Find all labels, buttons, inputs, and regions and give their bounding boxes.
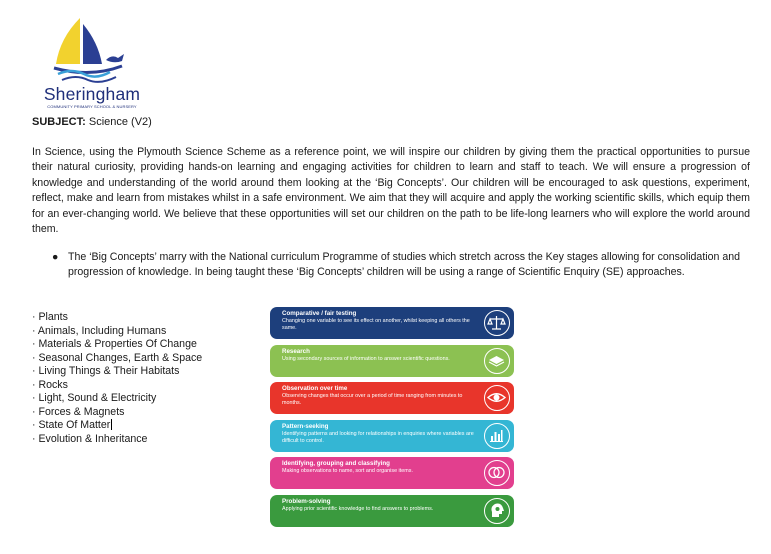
bar-chart-icon: [484, 423, 510, 449]
book-icon: [484, 348, 510, 374]
logo-school-name: Sheringham: [43, 84, 141, 104]
enquiry-desc: Applying prior scientific knowledge to find answers to problems.: [282, 505, 434, 512]
enquiry-card-pattern-seeking: [270, 420, 514, 452]
eye-icon: [484, 385, 510, 411]
bullet-dot-icon: ●: [52, 251, 59, 263]
scales-icon: [484, 310, 510, 336]
enquiry-card-fair-testing: [270, 307, 514, 339]
enquiry-desc: Making observations to name, sort and organise items.: [282, 468, 413, 474]
enquiry-title: Pattern-seeking: [282, 422, 329, 430]
enquiry-card-classifying: [270, 457, 514, 489]
subject-line: [32, 116, 152, 128]
list-item: · Forces & Magnets: [32, 405, 125, 418]
list-item: · Animals, Including Humans: [32, 324, 167, 337]
list-item: · Seasonal Changes, Earth & Space: [32, 351, 203, 364]
enquiry-title: Comparative / fair testing: [282, 310, 357, 317]
subject-label: SUBJECT:: [32, 116, 86, 128]
intro-paragraph: In Science, using the Plymouth Science Scheme as a reference point, we will inspire our children by giving them the practical opportunities to pursue their natural curiosity, providing hands-on learning and engaging activities for children to learn and staff to teach. We will ensure a progression of knowledge and understanding of the world around them looking at the ‘Big Concepts’. Our children will be encouraged to ask questions, experiment, reflect, make and learn from mistakes whilst in a safe environment. We aim that they will acquire and apply the working scientific skills, which equip them for an ever-changing world. We believe that these opportunities will set our children on the path to be life-long learners who will explore the world around them.: [32, 146, 750, 236]
enquiry-title: Identifying, grouping and classifying: [282, 460, 390, 467]
enquiry-title: Problem-solving: [282, 497, 331, 505]
school-logo: [30, 14, 150, 114]
text-cursor: [111, 419, 112, 430]
list-item: · Light, Sound & Electricity: [32, 392, 157, 404]
enquiry-card-problem-solving: [270, 495, 514, 527]
topic-list: [32, 311, 202, 446]
big-concepts-bullet: [52, 250, 758, 281]
enquiry-title: Research: [282, 347, 310, 355]
list-item: · Evolution & Inheritance: [32, 432, 148, 445]
enquiry-card-research: [270, 345, 514, 377]
list-item-text: · State Of Matter: [32, 419, 111, 431]
logo-school-subtitle: COMMUNITY PRIMARY SCHOOL & NURSERY: [47, 104, 137, 109]
enquiry-title: Observation over time: [282, 385, 348, 392]
venn-icon: [484, 460, 510, 486]
list-item: · Rocks: [32, 378, 68, 391]
enquiry-desc: Identifying patterns and looking for relationships in enquiries where variables are difficult to control.: [282, 430, 474, 444]
enquiry-desc: Changing one variable to see its effect on another, whilst keeping all others the same.: [282, 318, 470, 331]
sailboat-logo-icon: [50, 14, 130, 86]
list-item-active[interactable]: [32, 419, 202, 433]
list-item: · Plants: [32, 311, 68, 323]
enquiry-desc: Observing changes that occur over a period of time ranging from minutes to months.: [282, 393, 463, 406]
enquiry-card-observation: [270, 382, 514, 414]
head-gears-icon: [484, 498, 510, 524]
list-item: · Materials & Properties Of Change: [32, 338, 197, 350]
subject-value: Science (V2): [88, 116, 152, 128]
bullet-text: The ‘Big Concepts’ marry with the National curriculum Programme of studies which stretch across the Key stages allowing for consolidation and progression of knowledge. In being taught these ‘Big Concepts’ children will be using a range of Scientific Enquiry (SE) approaches.: [68, 251, 741, 279]
list-item: · Living Things & Their Habitats: [32, 365, 180, 377]
enquiry-approaches-graphic: [270, 307, 514, 532]
enquiry-desc: Using secondary sources of information to answer scientific questions.: [282, 355, 450, 362]
